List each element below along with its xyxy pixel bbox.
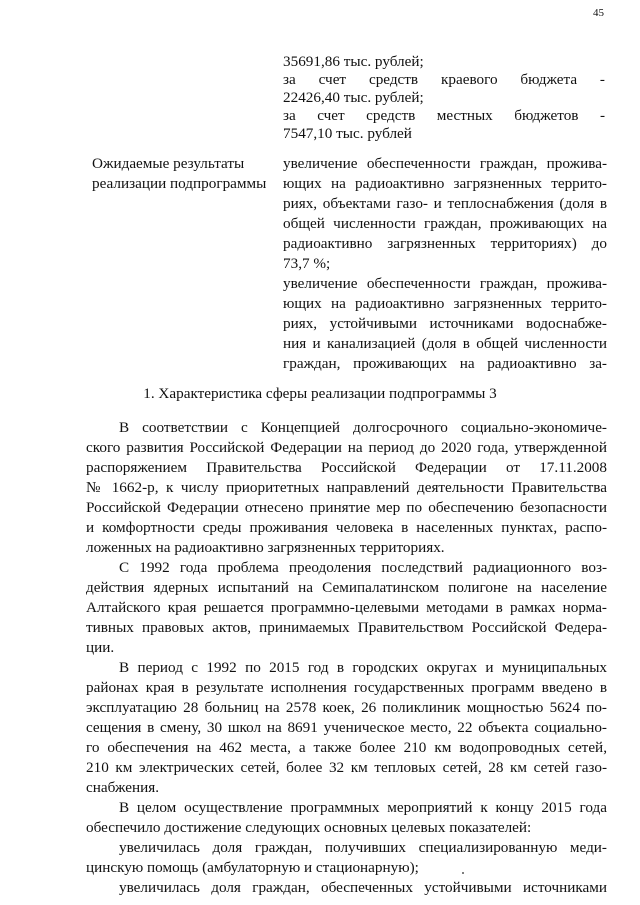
results-line: ния и канализацией (доля в общей численности xyxy=(283,335,607,352)
financing-line: за счет средств местных бюджетов - xyxy=(283,107,605,124)
body-line: увеличилась доля граждан, получивших специализированную меди- xyxy=(119,839,607,856)
financing-line: за счет средств краевого бюджета - xyxy=(283,71,605,88)
financing-line: 7547,10 тыс. рублей xyxy=(283,125,412,142)
page-number: 45 xyxy=(593,7,604,19)
section-heading: 1. Характеристика сферы реализации подпрограммы 3 xyxy=(143,385,497,402)
body-line: В период с 1992 по 2015 год в городских округах и муниципальных xyxy=(119,659,607,676)
body-line: увеличилась доля граждан, обеспеченных устойчивыми источниками xyxy=(119,879,607,896)
body-line: тивных правовых актов, принимаемых Правительством Российской Федера- xyxy=(86,619,607,636)
body-line: районах края в результате исполнения государственных программ введено в xyxy=(86,679,607,696)
body-line: № 1662-р, к числу приоритетных направлений деятельности Правительства xyxy=(86,479,607,496)
results-line: ющих на радиоактивно загрязненных террито- xyxy=(283,295,607,312)
results-line: ющих на радиоактивно загрязненных террито- xyxy=(283,175,607,192)
results-line: риях, объектами газо- и теплоснабжения (доля в xyxy=(283,195,607,212)
body-line: эксплуатацию 28 больниц на 2578 коек, 26 поликлиник мощностью 5624 по- xyxy=(86,699,607,716)
results-line: граждан, проживающих на радиоактивно за- xyxy=(283,355,607,372)
body-line: го обеспечения на 462 места, а также более 210 км водопроводных сетей, xyxy=(86,739,607,756)
body-line: ского развития Российской Федерации на период до 2020 года, утвержденной xyxy=(86,439,607,456)
financing-line: 22426,40 тыс. рублей; xyxy=(283,89,424,106)
body-line: действия ядерных испытаний на Семипалатинском полигоне на население xyxy=(86,579,607,596)
body-line: 210 км электрических сетей, более 32 км тепловых сетей, 28 км сетей газо- xyxy=(86,759,607,776)
scan-dot xyxy=(462,872,464,874)
results-line: увеличение обеспеченности граждан, прожива- xyxy=(283,275,607,292)
body-line: цинскую помощь (амбулаторную и стационарную); xyxy=(86,859,419,876)
body-line: и комфортности среды проживания человека в населенных пунктах, распо- xyxy=(86,519,607,536)
body-line: В соответствии с Концепцией долгосрочного социально-экономиче- xyxy=(119,419,607,436)
financing-line: 35691,86 тыс. рублей; xyxy=(283,53,424,70)
body-line: С 1992 года проблема преодоления последствий радиационного воз- xyxy=(119,559,607,576)
body-line: Российской Федерации отнесено принятие мер по обеспечению безопасности xyxy=(86,499,607,516)
body-line: снабжения. xyxy=(86,779,160,796)
body-line: ции. xyxy=(86,639,115,656)
body-line: В целом осуществление программных мероприятий к концу 2015 года xyxy=(119,799,607,816)
body-line: ложенных на радиоактивно загрязненных территориях. xyxy=(86,539,445,556)
results-label: Ожидаемые результаты xyxy=(92,155,245,172)
body-line: распоряжением Правительства Российской Федерации от 17.11.2008 xyxy=(86,459,607,476)
results-line: 73,7 %; xyxy=(283,255,331,272)
results-line: общей численности граждан, проживающих на xyxy=(283,215,607,232)
results-label: реализации подпрограммы xyxy=(92,175,267,192)
results-line: увеличение обеспеченности граждан, прожива- xyxy=(283,155,607,172)
results-line: радиоактивно загрязненных территориях) до xyxy=(283,235,607,252)
body-line: сещения в смену, 30 школ на 8691 ученическое место, 22 объекта социально- xyxy=(86,719,607,736)
body-line: обеспечило достижение следующих основных целевых показателей: xyxy=(86,819,532,836)
body-line: Алтайского края решается программно-целевыми методами в рамках норма- xyxy=(86,599,607,616)
results-line: риях, устойчивыми источниками водоснабже- xyxy=(283,315,607,332)
